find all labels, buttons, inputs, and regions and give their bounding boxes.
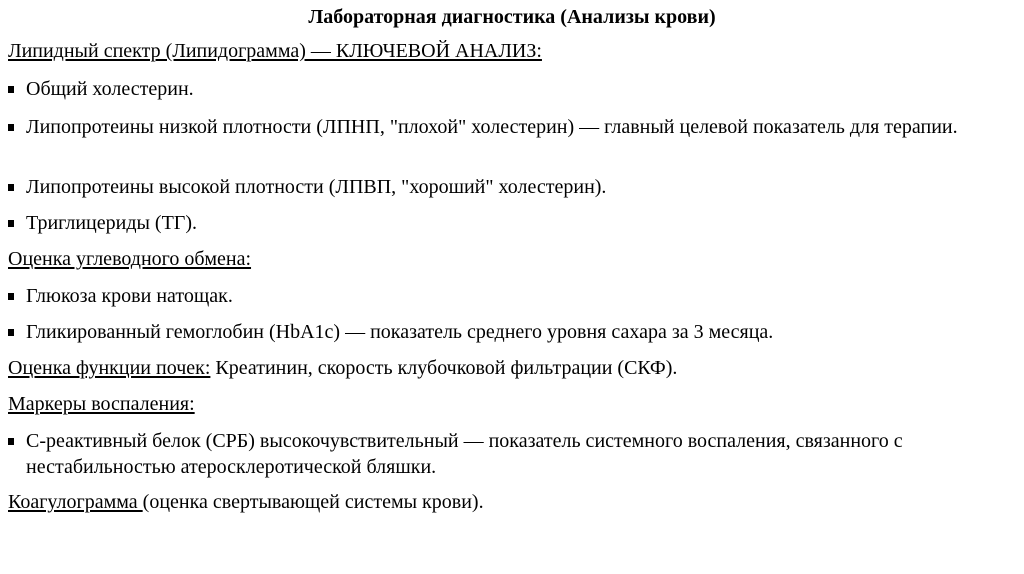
coag-heading: Коагулограмма	[8, 491, 143, 513]
coag-text: (оценка свертывающей системы крови).	[142, 491, 484, 513]
lipid-heading: Липидный спектр (Липидограмма) — КЛЮЧЕВОЙ АНАЛИЗ:	[8, 40, 542, 62]
list-item	[8, 319, 1008, 345]
kidney-line	[8, 355, 677, 381]
bullet-icon	[8, 293, 14, 300]
list-item-text: Липопротеины низкой плотности (ЛПНП, "плохой" холестерин) — главный целевой показатель для терапии.	[26, 116, 958, 138]
list-item-text: Общий холестерин.	[26, 78, 194, 100]
list-item-text: Глюкоза крови натощак.	[26, 285, 233, 307]
bullet-icon	[8, 124, 14, 131]
carb-heading: Оценка углеводного обмена:	[8, 248, 252, 270]
list-item	[8, 174, 1008, 200]
kidney-heading: Оценка функции почек:	[8, 357, 211, 379]
bullet-icon	[8, 438, 14, 445]
coag-line	[8, 489, 484, 515]
bullet-icon	[8, 184, 14, 191]
list-item	[8, 283, 1008, 309]
list-item-text: Липопротеины высокой плотности (ЛПВП, "хороший" холестерин).	[26, 176, 607, 198]
list-item-text: Гликированный гемоглобин (HbA1c) — показатель среднего уровня сахара за 3 месяца.	[26, 321, 774, 343]
kidney-text: Креатинин, скорость клубочковой фильтрации (СКФ).	[210, 357, 678, 379]
bullet-icon	[8, 220, 14, 227]
inflammation-heading: Маркеры воспаления:	[8, 393, 195, 415]
list-item	[8, 210, 1008, 236]
list-item-text: Триглицериды (ТГ).	[26, 212, 198, 234]
bullet-icon	[8, 86, 14, 93]
list-item	[8, 428, 1008, 480]
list-item	[8, 76, 1008, 102]
bullet-icon	[8, 329, 14, 336]
list-item-text: С-реактивный белок (СРБ) высокочувствительный — показатель системного воспаления, связанного с нестабильностью атеросклеротической бляшки.	[26, 430, 903, 478]
list-item	[8, 114, 1008, 140]
slide-title: Лабораторная диагностика (Анализы крови)	[308, 6, 716, 28]
